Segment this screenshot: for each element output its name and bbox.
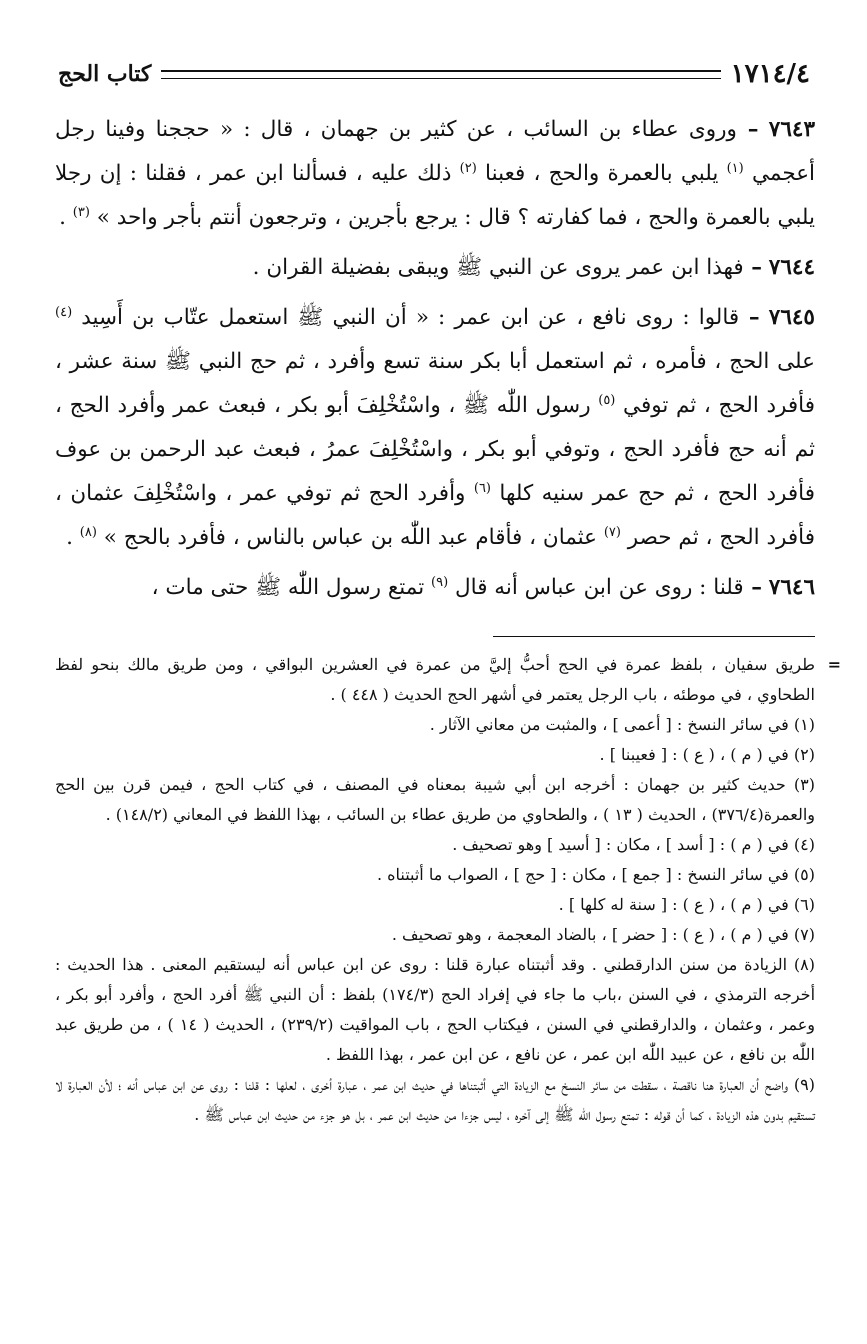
paragraph-text: قالوا : روى نافع ، عن ابن عمر : « أن النبي ﷺ استعمل عتّاب بن أَسِيد (72, 305, 740, 330)
number-dash: – (743, 255, 762, 280)
paragraph-text: فهذا ابن عمر يروى عن النبي ﷺ ويبقى بفضيلة القران . (252, 255, 744, 280)
paragraph-text: . (66, 525, 80, 550)
page-header (58, 54, 810, 94)
paragraph-7643 (55, 108, 815, 240)
footnote-6: (٦) في ( م ) ، ( ع ) : [ سنة له كلها ] . (558, 895, 815, 914)
paragraph-number: ٧٦٤٤ (768, 255, 815, 280)
footnote-2: (٢) في ( م ) ، ( ع ) : [ فعيبنا ] . (599, 745, 815, 764)
footnote-continuation (55, 650, 841, 710)
footnote-4: (٤) في ( م ) : [ أسد ] ، مكان : [ أسيد ] وهو تصحيف . (452, 835, 815, 854)
continuation-mark: = (827, 655, 841, 674)
footnote-marker: (٢) (459, 160, 477, 176)
paragraph-text: على الحج ، فأمره ، ثم استعمل أبا بكر سنة تسع وأفرد ، ثم حج النبي ﷺ سنة عشر ، فأفرد الحج ، ثم توفي (55, 349, 816, 418)
footnotes (55, 650, 841, 1130)
footnote-marker: (٤) (55, 304, 73, 320)
footnote-text: طريق سفيان ، بلفظ عمرة في الحج أحبُّ إليَّ من عمرة في العشرين البواقي ، ومن طريق مالك بنحو لفظ الطحاوي ، في موطئه ، باب الرجل يعتمر في أشهر الحج الحديث ( ٤٤٨ ) . (55, 655, 815, 704)
paragraph-text: وأفرد الحج ثم توفي عمر ، واسْتُخْلِفَ عثمان ، فأفرد الحج ، ثم حصر (55, 481, 815, 550)
footnote-3: (٣) حديث كثير بن جهمان : أخرجه ابن أبي شيبة بمعناه في المصنف ، في كتاب الحج ، فيمن قرن بين الحج والعمرة(٣٧٦/٤) ، الحديث ( ١٣ ) ، والطحاوي من طريق عطاء بن السائب ، بهذا اللفظ في المعاني (١٤٨/٢) . (55, 775, 815, 824)
paragraph-7645 (55, 296, 815, 560)
footnote-9: (٩) واضح أن العبارة هنا ناقصة ، سقطت من سائر النسخ مع الزيادة التي أثبتناها في حديث ابن عمر ، عبارة أخرى ، لعلها : قلنا : روى عن ابن عباس أنه ؛ لأن العبارة لا تستقيم بدون هذه الزيادة ، كما أن قوله : تمتع رسول اللّٰه ﷺ إلى آخره ، ليس جزءا من حديث ابن عمر ، بل هو جزء من حديث ابن عباس ﷺ . (55, 1075, 815, 1124)
footnote-marker: (٦) (473, 480, 491, 496)
footnote-5: (٥) في سائر النسخ : [ جمع ] ، مكان : [ حج ] ، الصواب ما أثبتناه . (376, 865, 815, 884)
header-rule (161, 70, 720, 79)
number-dash: – (743, 575, 762, 600)
footnote-marker: (٧) (603, 524, 621, 540)
page-number: ١٧١٤/٤ (730, 59, 810, 89)
paragraph-text: . (59, 205, 73, 230)
paragraph-text: تمتع رسول اللّٰه ﷺ حتى مات ، (151, 575, 432, 600)
paragraph-text: وروى عطاء بن السائب ، عن كثير بن جهمان ، قال : « حججنا وفينا رجل أعجمي (55, 117, 815, 186)
paragraph-text: عثمان ، فأقام عبد اللّٰه بن عباس بالناس ، فأفرد بالحج » (96, 525, 604, 550)
paragraph-text: قلنا : روى عن ابن عباس أنه قال (448, 575, 744, 600)
footnote-marker: (٣) (72, 204, 90, 220)
paragraph-text: رسول اللّٰه ﷺ ، واسْتُخْلِفَ أبو بكر ، فبعث عمر وأفرد الحج ، ثم أنه حج فأفرد الحج ، وتوفي أبو بكر ، واسْتُخْلِفَ عمرُ ، فبعث عبد الرحمن بن عوف فأفرد الحج ، ثم حج عمر سنيه كلها (55, 393, 815, 506)
paragraph-number: ٧٦٤٦ (768, 575, 815, 600)
paragraph-7644 (55, 246, 815, 290)
footnote-1: (١) في سائر النسخ : [ أعمى ] ، والمثبت من معاني الآثار . (429, 715, 815, 734)
footnote-marker: (٨) (79, 524, 97, 540)
number-dash: – (736, 117, 759, 142)
footnote-divider (493, 636, 815, 637)
footnote-8: (٨) الزيادة من سنن الدارقطني . وقد أثبتناه عبارة قلنا : روى عن ابن عباس أنه ليستقيم المعنى . هذا الحديث : أخرجه الترمذي ، في السنن ،باب ما جاء في إفراد الحج (١٧٤/٣) بلفظ : أن النبي ﷺ أفرد الحج ، وأفرد أبو بكر ، وعمر ، وعثمان ، والدارقطني في السنن ، فيكتاب الحج ، باب المواقيت (٢٣٩/٢) ، الحديث ( ١٤ ) ، من طريق عبد اللّٰه بن نافع ، عن عبيد اللّٰه ابن عمر ، عن نافع ، عن ابن عمر ، بهذا اللفظ . (55, 955, 816, 1064)
footnote-marker: (٥) (598, 392, 616, 408)
paragraph-number: ٧٦٤٥ (768, 305, 815, 330)
footnote-marker: (١) (726, 160, 744, 176)
paragraph-number: ٧٦٤٣ (768, 117, 815, 142)
book-title: كتاب الحج (58, 61, 152, 87)
paragraph-text: ذلك عليه ، فسألنا ابن عمر ، فقلنا : إن رجلا يلبي بالعمرة والحج ، فما كفارته ؟ قال : يرجع بأجرين ، وترجعون أنتم بأجر واحد » (55, 161, 815, 230)
footnote-marker: (٩) (431, 574, 449, 590)
paragraph-7646 (55, 566, 815, 610)
number-dash: – (739, 305, 760, 330)
paragraph-text: يلبي بالعمرة والحج ، فعبنا (476, 161, 727, 186)
main-text (55, 108, 815, 616)
footnote-7: (٧) في ( م ) ، ( ع ) : [ حضر ] ، بالضاد المعجمة ، وهو تصحيف . (391, 925, 815, 944)
